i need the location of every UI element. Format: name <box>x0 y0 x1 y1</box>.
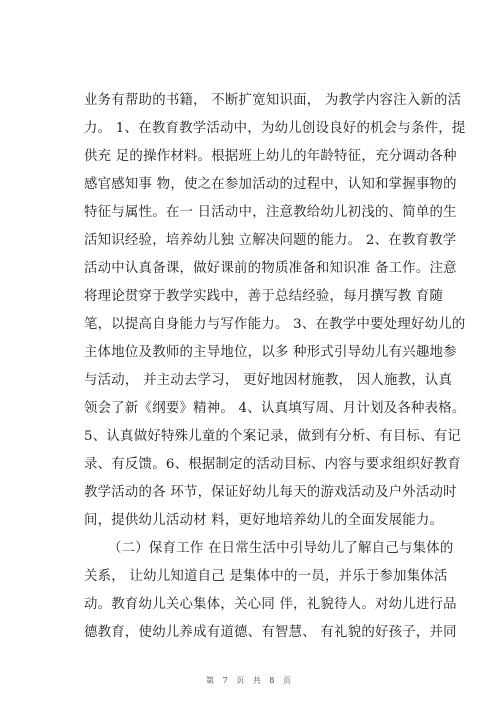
text-line: 业务有帮助的书籍， 不断扩宽知识面， 为教学内容注入新的活 <box>84 93 462 108</box>
text-line: 特征与属性。在一 日活动中，注意教给幼儿初浅的、简单的生 <box>84 205 457 220</box>
text-line: 笔，以提高自身能力与写作能力。 3、在教学中要处理好幼儿的 <box>84 317 466 332</box>
text-line: 将理论贯穿于教学实践中，善于总结经验，每月撰写教 育随 <box>84 289 444 304</box>
text-line: 关系， 让幼儿知道自己 是集体中的一员，并乐于参加集体活 <box>84 569 448 584</box>
text-line: 领会了新《纲要》精神。 4、认真填写周、月计划及各种表格。 <box>84 401 466 416</box>
page-number-footer: 第 7 页 共 8 页 <box>206 676 294 685</box>
text-line: 教学活动的各 环节，保证好幼儿每天的游戏活动及户外活动时 <box>84 485 457 500</box>
section-heading-line: （二）保育工作 在日常生活中引导幼儿了解自己与集体的 <box>108 541 454 556</box>
text-line: 力。 1、在教育教学活动中，为幼儿创设良好的机会与条件，提 <box>84 121 466 136</box>
text-line: 动。教育幼儿关心集体，关心同 伴，礼貌待人。对幼儿进行品 <box>84 597 457 612</box>
text-line: 录、有反馈。6、根据制定的活动目标、内容与要求组织好教育 <box>84 457 462 472</box>
text-line: 供充 足的操作材料。根据班上幼儿的年龄特征，充分调动各种 <box>84 149 457 164</box>
text-line: 感官感知事 物，使之在参加活动的过程中，认知和掌握事物的 <box>84 177 457 192</box>
text-line: 5、认真做好特殊儿童的个案记录，做到有分析、有目标、有记 <box>84 429 462 444</box>
text-line: 主体地位及教师的主导地位，以多 种形式引导幼儿有兴趣地参 <box>84 345 457 360</box>
text-line: 与活动， 并主动去学习， 更好地因材施教， 因人施教，认真 <box>84 373 453 388</box>
text-line: 德教育，使幼儿养成有道德、有智慧、 有礼貌的好孩子，并同 <box>84 625 457 640</box>
text-line: 间，提供幼儿活动材 料，更好地培养幼儿的全面发展能力。 <box>84 513 444 528</box>
text-line: 活知识经验，培养幼儿独 立解决问题的能力。 2、在教育教学 <box>84 233 457 248</box>
text-line: 活动中认真备课，做好课前的物质准备和知识准 备工作。注意 <box>84 261 457 276</box>
